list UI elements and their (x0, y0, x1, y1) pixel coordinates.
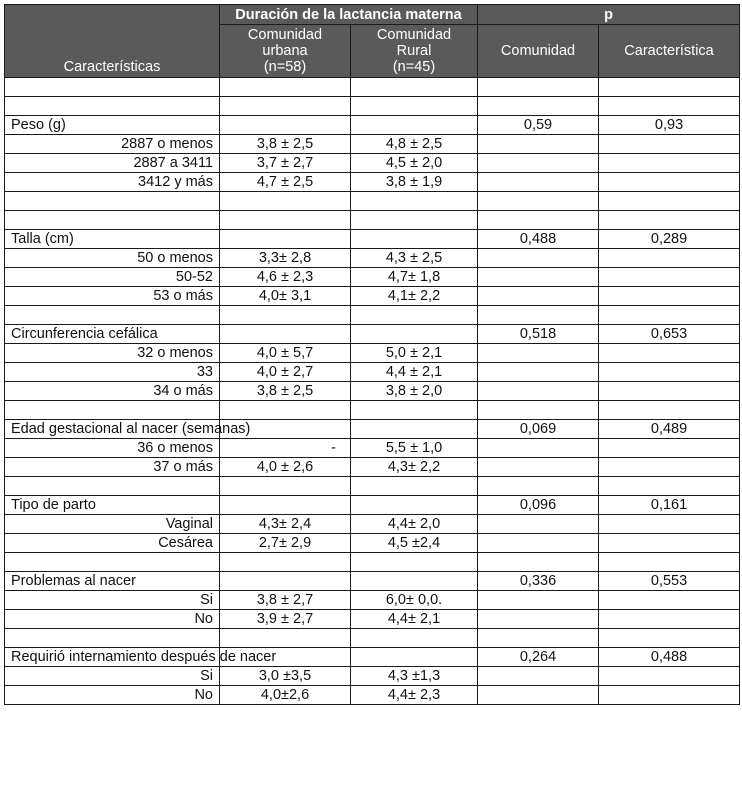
cell-urbana: 3,8 ± 2,5 (220, 135, 351, 154)
cell-urbana (220, 230, 351, 249)
cell-p-comunidad (478, 173, 599, 192)
cell-rural: 4,7± 1,8 (351, 268, 478, 287)
cell-rural (351, 116, 478, 135)
cell-rural: 5,5 ± 1,0 (351, 439, 478, 458)
header-duracion-group: Duración de la lactancia materna (220, 5, 478, 25)
cell-p-comunidad (478, 78, 599, 97)
cell-urbana (220, 553, 351, 572)
cell-p-caracteristica (599, 591, 740, 610)
cell-characteristic: Si (5, 591, 220, 610)
cell-rural: 4,3 ±1,3 (351, 667, 478, 686)
cell-urbana (220, 629, 351, 648)
cell-characteristic: 2887 a 3411 (5, 154, 220, 173)
cell-urbana (220, 116, 351, 135)
cell-p-comunidad: 0,518 (478, 325, 599, 344)
cell-rural (351, 648, 478, 667)
header-comunidad-urbana: Comunidad urbana (n=58) (220, 25, 351, 78)
cell-p-caracteristica (599, 382, 740, 401)
cell-urbana (220, 192, 351, 211)
cell-p-comunidad (478, 534, 599, 553)
cell-rural (351, 572, 478, 591)
cell-p-caracteristica: 0,93 (599, 116, 740, 135)
cell-urbana: 4,3± 2,4 (220, 515, 351, 534)
cell-rural (351, 97, 478, 116)
cell-p-caracteristica (599, 363, 740, 382)
cell-p-caracteristica (599, 135, 740, 154)
cell-p-comunidad (478, 154, 599, 173)
cell-p-caracteristica: 0,488 (599, 648, 740, 667)
cell-rural: 4,3± 2,2 (351, 458, 478, 477)
table-row (5, 268, 740, 287)
cell-urbana: 3,9 ± 2,7 (220, 610, 351, 629)
cell-rural: 4,5 ±2,4 (351, 534, 478, 553)
table-row (5, 534, 740, 553)
cell-urbana (220, 78, 351, 97)
cell-p-comunidad (478, 591, 599, 610)
cell-urbana: 4,0±2,6 (220, 686, 351, 705)
cell-urbana: 3,8 ± 2,7 (220, 591, 351, 610)
table-row (5, 572, 740, 591)
cell-p-caracteristica (599, 287, 740, 306)
cell-characteristic (5, 477, 220, 496)
cell-rural (351, 306, 478, 325)
cell-characteristic: Requirió internamiento después de nacer (5, 648, 220, 667)
cell-p-comunidad (478, 629, 599, 648)
table-row (5, 648, 740, 667)
cell-rural (351, 477, 478, 496)
table-row (5, 363, 740, 382)
table-row (5, 287, 740, 306)
table-row (5, 78, 740, 97)
table-row (5, 306, 740, 325)
cell-characteristic: Tipo de parto (5, 496, 220, 515)
cell-p-caracteristica (599, 401, 740, 420)
cell-characteristic: 50 o menos (5, 249, 220, 268)
cell-p-comunidad (478, 553, 599, 572)
table-row (5, 116, 740, 135)
cell-characteristic: 36 o menos (5, 439, 220, 458)
cell-rural (351, 629, 478, 648)
cell-p-caracteristica (599, 553, 740, 572)
cell-p-caracteristica (599, 97, 740, 116)
cell-p-comunidad: 0,264 (478, 648, 599, 667)
cell-rural (351, 192, 478, 211)
cell-characteristic: Circunferencia cefálica (5, 325, 220, 344)
cell-urbana: - (220, 439, 351, 458)
cell-characteristic: 50-52 (5, 268, 220, 287)
cell-characteristic: Edad gestacional al nacer (semanas) (5, 420, 220, 439)
cell-urbana: 3,3± 2,8 (220, 249, 351, 268)
cell-p-caracteristica (599, 173, 740, 192)
cell-rural (351, 496, 478, 515)
cell-p-caracteristica: 0,489 (599, 420, 740, 439)
cell-characteristic: No (5, 686, 220, 705)
cell-characteristic (5, 211, 220, 230)
cell-urbana (220, 496, 351, 515)
cell-p-caracteristica (599, 78, 740, 97)
cell-urbana: 4,0 ± 2,7 (220, 363, 351, 382)
cell-rural (351, 401, 478, 420)
table-row (5, 553, 740, 572)
cell-rural: 6,0± 0,0. (351, 591, 478, 610)
cell-p-comunidad (478, 306, 599, 325)
cell-urbana (220, 325, 351, 344)
cell-p-comunidad (478, 382, 599, 401)
cell-p-comunidad (478, 268, 599, 287)
cell-p-comunidad: 0,488 (478, 230, 599, 249)
cell-p-caracteristica (599, 192, 740, 211)
cell-rural (351, 553, 478, 572)
cell-rural (351, 78, 478, 97)
cell-p-caracteristica (599, 477, 740, 496)
cell-p-comunidad (478, 439, 599, 458)
cell-urbana: 3,0 ±3,5 (220, 667, 351, 686)
table-row (5, 477, 740, 496)
cell-urbana: 4,0± 3,1 (220, 287, 351, 306)
cell-urbana (220, 401, 351, 420)
cell-characteristic (5, 629, 220, 648)
table-row (5, 496, 740, 515)
cell-urbana: 4,6 ± 2,3 (220, 268, 351, 287)
cell-p-caracteristica (599, 249, 740, 268)
cell-p-caracteristica (599, 534, 740, 553)
cell-rural: 5,0 ± 2,1 (351, 344, 478, 363)
cell-characteristic (5, 78, 220, 97)
cell-urbana (220, 572, 351, 591)
cell-p-caracteristica (599, 439, 740, 458)
cell-rural (351, 325, 478, 344)
cell-p-caracteristica (599, 667, 740, 686)
cell-rural: 4,4± 2,3 (351, 686, 478, 705)
table-row (5, 325, 740, 344)
table-row (5, 458, 740, 477)
cell-characteristic: 53 o más (5, 287, 220, 306)
cell-urbana (220, 477, 351, 496)
table-row (5, 629, 740, 648)
cell-p-comunidad (478, 458, 599, 477)
cell-rural: 4,4± 2,1 (351, 610, 478, 629)
cell-urbana (220, 306, 351, 325)
cell-rural (351, 230, 478, 249)
cell-p-caracteristica (599, 268, 740, 287)
header-row-groups (5, 5, 740, 25)
table-row (5, 97, 740, 116)
cell-characteristic: Si (5, 667, 220, 686)
cell-characteristic: Talla (cm) (5, 230, 220, 249)
cell-p-caracteristica (599, 629, 740, 648)
cell-characteristic (5, 401, 220, 420)
cell-characteristic: No (5, 610, 220, 629)
table-row (5, 515, 740, 534)
cell-characteristic: Problemas al nacer (5, 572, 220, 591)
header-comunidad-rural: Comunidad Rural (n=45) (351, 25, 478, 78)
table-row (5, 173, 740, 192)
table-row (5, 382, 740, 401)
cell-urbana: 4,0 ± 5,7 (220, 344, 351, 363)
cell-rural: 4,5 ± 2,0 (351, 154, 478, 173)
table-row (5, 192, 740, 211)
cell-rural: 4,4 ± 2,1 (351, 363, 478, 382)
table-row (5, 211, 740, 230)
cell-rural: 4,4± 2,0 (351, 515, 478, 534)
cell-p-comunidad (478, 686, 599, 705)
cell-p-comunidad (478, 477, 599, 496)
cell-p-comunidad (478, 363, 599, 382)
cell-p-caracteristica (599, 610, 740, 629)
table-row (5, 610, 740, 629)
cell-rural: 4,3 ± 2,5 (351, 249, 478, 268)
cell-p-comunidad (478, 401, 599, 420)
cell-urbana (220, 97, 351, 116)
cell-p-comunidad (478, 515, 599, 534)
cell-urbana: 3,8 ± 2,5 (220, 382, 351, 401)
cell-urbana: 4,7 ± 2,5 (220, 173, 351, 192)
cell-p-caracteristica: 0,553 (599, 572, 740, 591)
table-row (5, 420, 740, 439)
table-row (5, 135, 740, 154)
cell-rural: 4,1± 2,2 (351, 287, 478, 306)
cell-characteristic (5, 306, 220, 325)
cell-characteristic: 33 (5, 363, 220, 382)
cell-p-comunidad (478, 249, 599, 268)
cell-characteristic: 3412 y más (5, 173, 220, 192)
table-row (5, 667, 740, 686)
cell-urbana: 3,7 ± 2,7 (220, 154, 351, 173)
cell-characteristic (5, 553, 220, 572)
cell-p-comunidad (478, 667, 599, 686)
cell-p-comunidad: 0,096 (478, 496, 599, 515)
cell-rural (351, 420, 478, 439)
table-row (5, 439, 740, 458)
cell-p-comunidad (478, 135, 599, 154)
cell-rural (351, 211, 478, 230)
cell-characteristic: Peso (g) (5, 116, 220, 135)
cell-p-comunidad (478, 97, 599, 116)
cell-p-caracteristica: 0,289 (599, 230, 740, 249)
cell-characteristic (5, 192, 220, 211)
table-row (5, 344, 740, 363)
cell-p-comunidad: 0,069 (478, 420, 599, 439)
table-row (5, 686, 740, 705)
table-row (5, 154, 740, 173)
table-row (5, 401, 740, 420)
cell-p-comunidad: 0,59 (478, 116, 599, 135)
cell-p-caracteristica: 0,653 (599, 325, 740, 344)
cell-p-comunidad: 0,336 (478, 572, 599, 591)
cell-urbana: 2,7± 2,9 (220, 534, 351, 553)
cell-rural: 4,8 ± 2,5 (351, 135, 478, 154)
header-p-comunidad: Comunidad (478, 25, 599, 78)
header-p-caracteristica: Característica (599, 25, 740, 78)
table-row (5, 230, 740, 249)
cell-p-caracteristica (599, 458, 740, 477)
cell-p-comunidad (478, 192, 599, 211)
cell-p-caracteristica (599, 211, 740, 230)
table-body (5, 78, 740, 705)
cell-characteristic: Vaginal (5, 515, 220, 534)
cell-characteristic: 2887 o menos (5, 135, 220, 154)
lactation-table (4, 4, 740, 705)
cell-p-comunidad (478, 287, 599, 306)
cell-p-caracteristica (599, 306, 740, 325)
cell-urbana: 4,0 ± 2,6 (220, 458, 351, 477)
table-row (5, 249, 740, 268)
cell-rural: 3,8 ± 1,9 (351, 173, 478, 192)
cell-p-comunidad (478, 610, 599, 629)
header-p-group: p (478, 5, 740, 25)
cell-p-caracteristica: 0,161 (599, 496, 740, 515)
cell-p-comunidad (478, 211, 599, 230)
cell-urbana (220, 211, 351, 230)
cell-p-caracteristica (599, 154, 740, 173)
cell-characteristic: 37 o más (5, 458, 220, 477)
cell-characteristic (5, 97, 220, 116)
cell-p-caracteristica (599, 344, 740, 363)
header-caracteristicas: Características (5, 5, 220, 78)
table-row (5, 591, 740, 610)
cell-p-caracteristica (599, 686, 740, 705)
cell-rural: 3,8 ± 2,0 (351, 382, 478, 401)
cell-characteristic: Cesárea (5, 534, 220, 553)
cell-characteristic: 32 o menos (5, 344, 220, 363)
cell-p-caracteristica (599, 515, 740, 534)
cell-p-comunidad (478, 344, 599, 363)
cell-characteristic: 34 o más (5, 382, 220, 401)
